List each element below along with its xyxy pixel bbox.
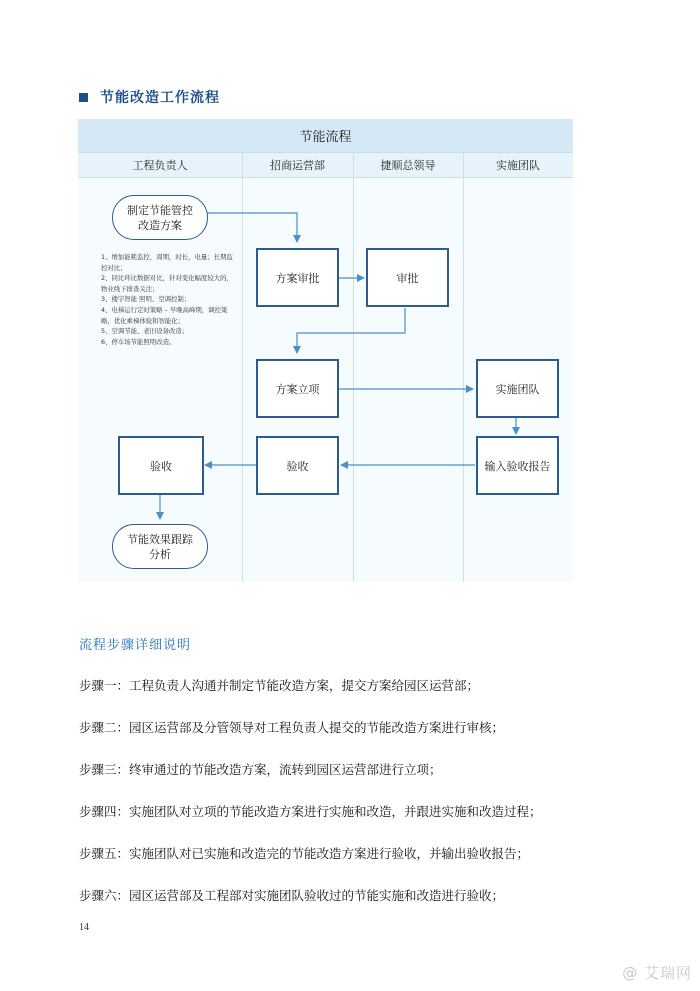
step-item: 步骤二：园区运营部及分管领导对工程负责人提交的节能改造方案进行审核； bbox=[79, 720, 505, 735]
step-item: 步骤六：园区运营部及工程部对实施团队验收过的节能实施和改造进行验收； bbox=[79, 888, 505, 903]
lane-header-operations: 招商运营部 bbox=[242, 152, 353, 178]
section-title: 节能改造工作流程 bbox=[100, 90, 220, 106]
arrow-plan-to-review bbox=[207, 213, 297, 242]
energy-measures-note bbox=[101, 252, 239, 347]
note-item: 6、停车场节能照明改造。 bbox=[101, 337, 176, 346]
node-review: 方案审批 bbox=[256, 248, 339, 307]
note-item: 1、增加能耗监控，周期，时长，电量；长期监控对比； bbox=[101, 253, 233, 272]
note-item: 3、楼宇智能 照明、空调控制； bbox=[101, 295, 191, 304]
node-approve: 审批 bbox=[366, 248, 449, 307]
step-item: 步骤四：实施团队对立项的节能改造方案进行实施和改造，并跟进实施和改造过程； bbox=[79, 804, 542, 819]
lane-header-implementation: 实施团队 bbox=[463, 152, 573, 178]
steps-title: 流程步骤详细说明 bbox=[79, 638, 192, 653]
page-number: 14 bbox=[79, 922, 89, 933]
watermark: @ 艾瑞网 bbox=[622, 964, 692, 982]
flowchart-title: 节能流程 bbox=[78, 119, 573, 152]
node-track: 节能效果跟踪分析 bbox=[112, 524, 208, 569]
node-setup: 方案立项 bbox=[256, 359, 339, 418]
node-plan: 制定节能管控改造方案 bbox=[112, 195, 208, 240]
step-item: 步骤五：实施团队对已实施和改造完的节能改造方案进行验收，并输出验收报告； bbox=[79, 846, 530, 861]
note-item: 4、电梯运行定时策略 – 早晚高峰期，调控策略，优化乘梯体验和智能化； bbox=[101, 305, 228, 325]
lane-header-leadership: 捷顺总领导 bbox=[353, 152, 463, 178]
arrow-approve-to-setup bbox=[297, 308, 405, 353]
node-accept-ops: 验收 bbox=[256, 436, 339, 495]
note-item: 2、同比环比数据对比，针对变化幅度较大的，物业线下排查关注； bbox=[101, 274, 233, 293]
lane-header-engineering: 工程负责人 bbox=[78, 152, 242, 178]
node-report: 输入验收报告 bbox=[476, 436, 559, 495]
step-item: 步骤三：终审通过的节能改造方案，流转到园区运营部进行立项； bbox=[79, 762, 442, 777]
note-item: 5、空调节能、老旧设备改造； bbox=[101, 327, 189, 336]
step-item: 步骤一：工程负责人沟通并制定节能改造方案，提交方案给园区运营部； bbox=[79, 678, 480, 693]
node-accept-eng: 验收 bbox=[118, 436, 204, 495]
node-implementation-team: 实施团队 bbox=[476, 359, 559, 418]
